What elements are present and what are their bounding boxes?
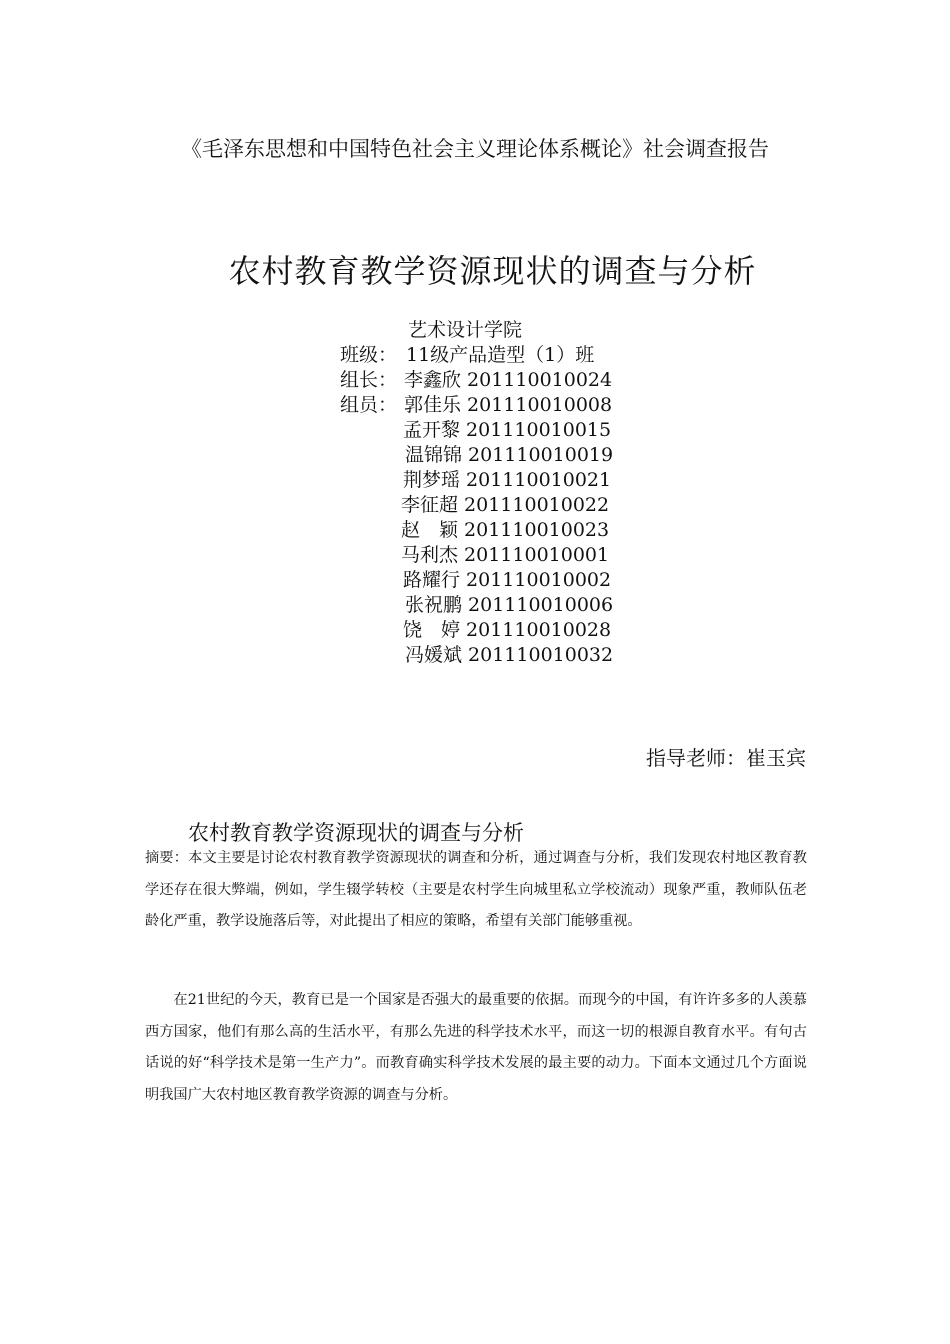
member-entry: 马利杰 201110010001 <box>401 544 610 566</box>
page-title: 农村教育教学资源现状的调查与分析 <box>228 252 757 290</box>
member-entry: 赵 颖 201110010023 <box>401 519 610 541</box>
advisor: 指导老师：崔玉宾 <box>646 746 806 770</box>
college-name: 艺术设计学院 <box>408 319 523 341</box>
abstract-paragraph: 摘要：本文主要是讨论农村教育教学资源现状的调查和分析，通过调查与分析，我们发现农村地区教育教学还存在很大弊端，例如，学生辍学转校（主要是农村学生向城里私立学校流动）现象严重，教师队伍老龄化严重，教学设施落后等，对此提出了相应的策略，希望有关部门能够重视。 <box>145 850 807 929</box>
report-type-header: 《毛泽东思想和中国特色社会主义理论体系概论》社会调查报告 <box>181 137 769 161</box>
member-entry: 冯媛斌 201110010032 <box>405 644 614 666</box>
member-entry: 孟开黎 201110010015 <box>403 419 612 441</box>
members-label: 组员： <box>340 394 398 416</box>
section-heading: 农村教育教学资源现状的调查与分析 <box>188 821 524 845</box>
member-entry: 温锦锦 201110010019 <box>405 444 614 466</box>
member-entry: 李征超 201110010022 <box>401 494 610 516</box>
leader-entry: 李鑫欣 201110010024 <box>404 369 613 391</box>
member-entry: 荆梦瑶 201110010021 <box>403 469 612 491</box>
member-entry: 郭佳乐 201110010008 <box>404 394 613 416</box>
member-entry: 路耀行 201110010002 <box>403 569 612 591</box>
class-value: 11级产品造型（1）班 <box>406 344 595 366</box>
class-label: 班级： <box>340 344 398 366</box>
leader-label: 组长： <box>340 369 398 391</box>
member-entry: 张祝鹏 201110010006 <box>405 594 614 616</box>
intro-paragraph: 在21世纪的今天，教育已是一个国家是否强大的最重要的依据。而现今的中国，有许许多多的人羡慕西方国家，他们有那么高的生活水平，有那么先进的科学技术水平，而这一切的根源自教育水平。有句古话说的好“科学技术是第一生产力”。而教育确实科学技术发展的最主要的动力。下面本文通过几个方面说明我国广大农村地区教育教学资源的调查与分析。 <box>145 992 807 1103</box>
member-entry: 饶 婷 201110010028 <box>403 619 612 641</box>
